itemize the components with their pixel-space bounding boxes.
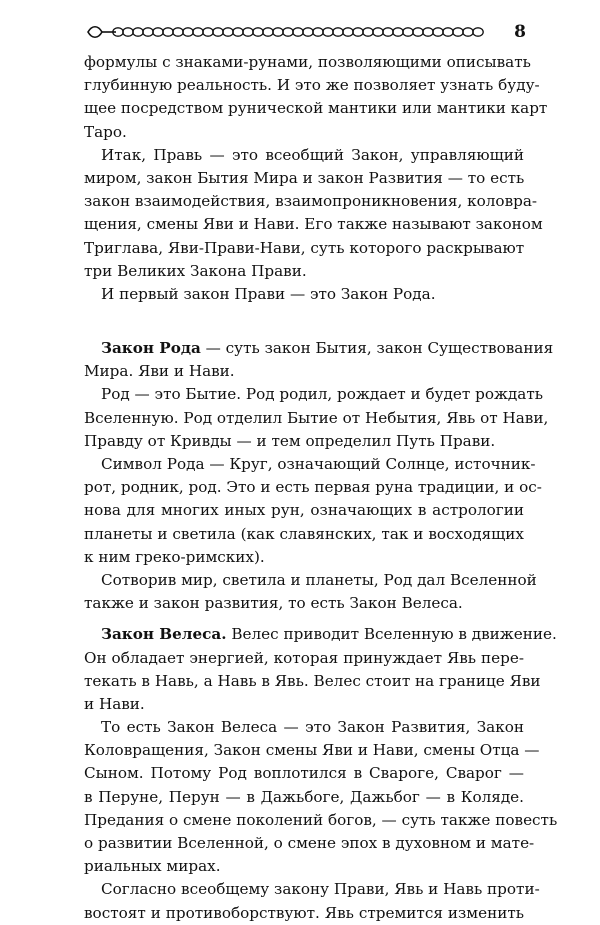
text-line: также и закон развития, то есть Закон Велеса.	[84, 594, 463, 613]
text-line	[84, 623, 557, 646]
text-line: текать в Навь, а Навь в Явь. Велес стоит на границе Яви	[84, 671, 541, 690]
text-line: рот, родник, род. Это и есть первая руна традиции, и ос-	[84, 478, 542, 497]
text-line: Вселенную. Род отделил Бытие от Небытия, Явь от Нави,	[84, 408, 549, 427]
paragraph	[84, 878, 540, 924]
paragraph	[84, 623, 557, 716]
text-line: закон взаимодействия, взаимопроникновения, коловра-	[84, 192, 538, 211]
text-line: и Нави.	[84, 694, 145, 713]
paragraph	[84, 51, 548, 144]
text-run: Велес приводит Вселенную в движение.	[226, 625, 557, 644]
section-spacer	[84, 306, 524, 337]
text-line: И первый закон Прави — это Закон Рода.	[101, 284, 436, 303]
text-line: Род — это Бытие. Род родил, рождает и будет рождать	[101, 385, 544, 404]
text-line: риальных мирах.	[84, 857, 221, 876]
text-line: Коловращения, Закон смены Яви и Нави, смены Отца —	[84, 741, 540, 760]
text-line: Итак, Правь — это всеобщий Закон, управляющий	[101, 145, 524, 164]
text-line: формулы с знаками-рунами, позволяющими описывать	[84, 53, 531, 71]
text-line: планеты и светила (как славянских, так и восходящих	[84, 524, 524, 543]
paragraph	[84, 337, 554, 383]
text-run: — суть закон Бытия, закон Существования	[200, 339, 554, 358]
text-line: щее посредством рунической мантики или мантики карт	[84, 99, 548, 118]
text-line: глубинную реальность. И это же позволяет узнать буду-	[84, 76, 540, 95]
paragraph	[84, 144, 543, 283]
section-heading: Закон Велеса.	[101, 625, 227, 644]
paragraph	[84, 569, 537, 615]
text-line	[84, 337, 554, 360]
text-line: Таро.	[84, 122, 127, 141]
text-line: Он обладает энергией, которая принуждает Явь пере-	[84, 648, 524, 667]
text-line: Мира. Яви и Нави.	[84, 362, 235, 381]
text-line: о развитии Вселенной, о смене эпох в духовном и мате-	[84, 834, 535, 852]
page-header	[86, 18, 526, 46]
decorative-chain-ornament-icon	[86, 24, 491, 40]
text-line: Символ Рода — Круг, означающий Солнце, источник-	[101, 455, 536, 473]
section-spacer	[84, 615, 524, 623]
text-line: нова для многих иных рун, означающих в астрологии	[84, 501, 524, 520]
text-line: Сыном. Потому Род воплотился в Свароге, Сварог —	[84, 764, 524, 783]
paragraph	[84, 383, 549, 453]
text-line: востоят и противоборствуют. Явь стремится изменить	[84, 903, 524, 922]
text-line: к ним греко-римских).	[84, 547, 265, 566]
text-line: миром, закон Бытия Мира и закон Развития — то есть	[84, 168, 525, 187]
paragraph	[84, 716, 558, 878]
text-line: Правду от Кривды — и тем определил Путь Прави.	[84, 431, 496, 450]
text-line: Предания о смене поколений богов, — суть также повесть	[84, 810, 558, 829]
text-line: Согласно всеобщему закону Прави, Явь и Навь проти-	[101, 880, 540, 899]
text-line: в Перуне, Перун — в Дажьбоге, Дажьбог — в Коляде.	[84, 787, 524, 806]
text-line: Сотворив мир, светила и планеты, Род дал Вселенной	[101, 570, 537, 589]
page-number: 8	[514, 22, 526, 42]
section-heading: Закон Рода	[101, 339, 201, 358]
text-line: Триглава, Яви-Прави-Нави, суть которого раскрывают	[84, 238, 525, 257]
text-line: щения, смены Яви и Нави. Его также называют законом	[84, 215, 543, 234]
text-line: То есть Закон Велеса — это Закон Развития, Закон	[101, 718, 524, 737]
paragraph	[84, 453, 542, 569]
paragraph	[84, 283, 524, 306]
body-text	[84, 51, 558, 925]
text-line: три Великих Закона Прави.	[84, 261, 307, 280]
